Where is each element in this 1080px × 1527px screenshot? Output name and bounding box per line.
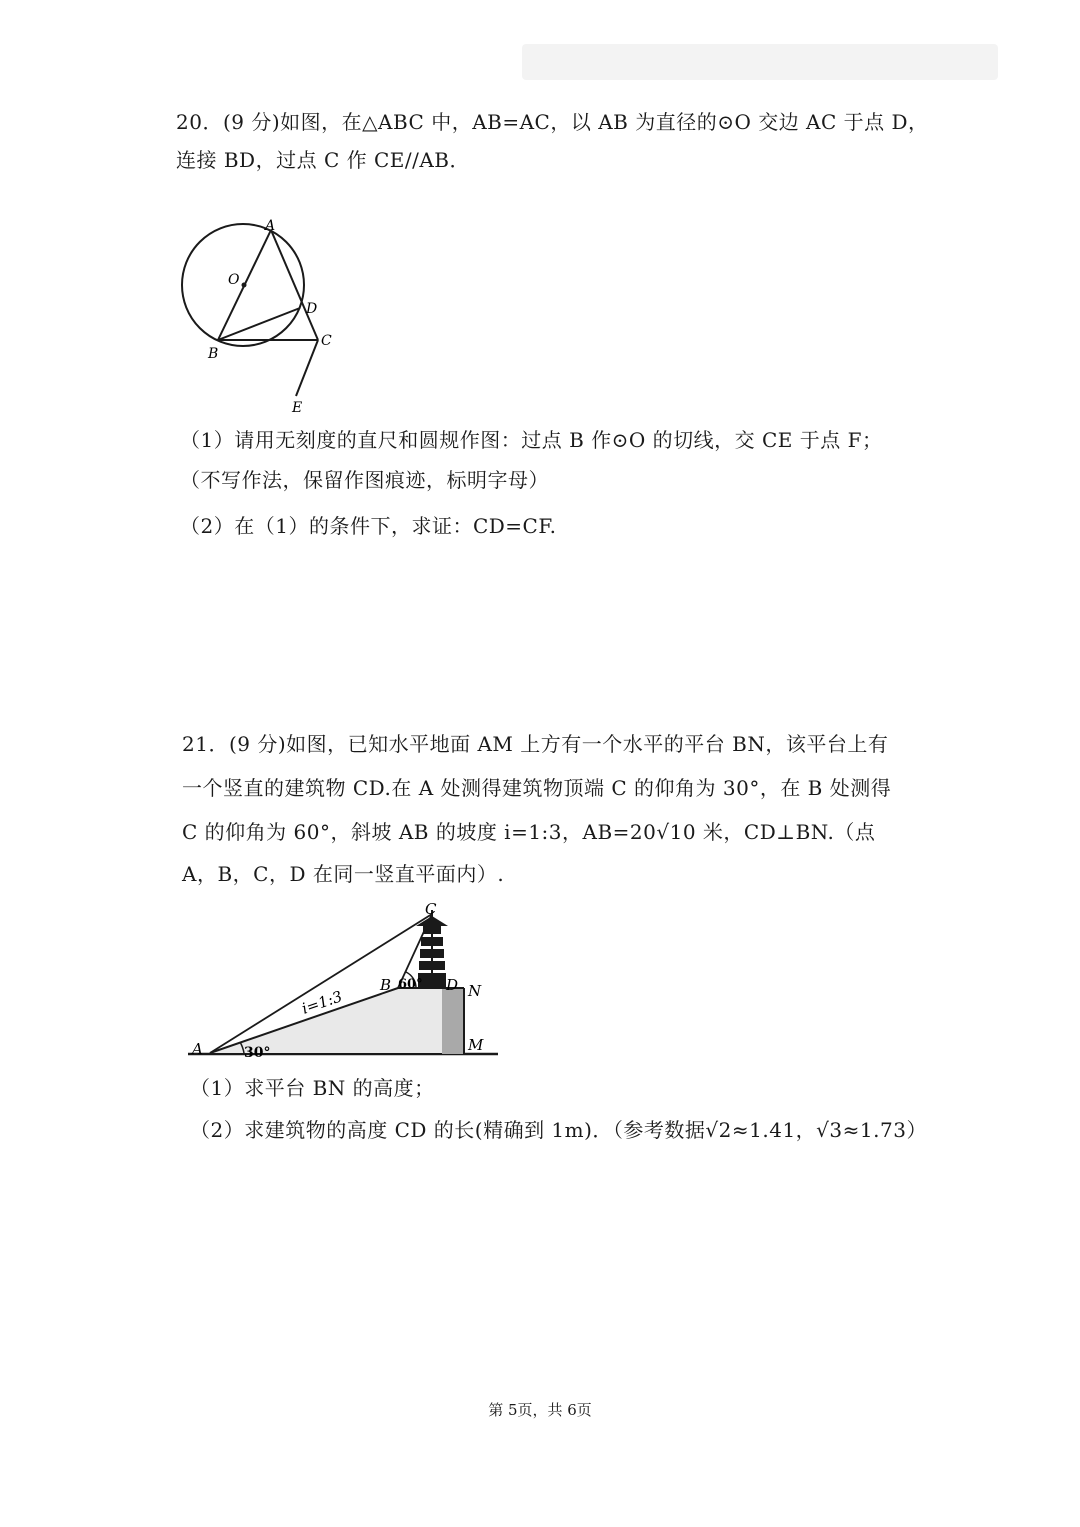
label-angle-30: 30° [244,1045,271,1061]
label-b: B [208,346,219,362]
q20-circle-figure [170,210,350,420]
label-n: N [468,982,482,1000]
label-b: B [380,976,392,994]
page-footer: 第 5页，共 6页 [488,1401,592,1419]
label-a: A [192,1040,203,1058]
q20-line1: 20．(9 分)如图，在△ABC 中，AB=AC，以 AB 为直径的⊙O 交边 AC 于点 D， [176,110,929,134]
platform-shaded-side [442,988,464,1054]
label-m: M [468,1036,484,1054]
label-c: C [321,333,332,349]
q21-line1: 21．(9 分)如图，已知水平地面 AM 上方有一个水平的平台 BN，该平台上有 [182,732,889,756]
label-d: D [306,301,318,317]
label-e: E [292,400,303,416]
q20-part1: （1）请用无刻度的直尺和圆规作图：过点 B 作⊙O 的切线，交 CE 于点 F； [180,428,883,452]
label-d: D [446,976,459,994]
label-angle-60: 60° [398,977,423,992]
q20-part1-note: （不写作法，保留作图痕迹，标明字母） [180,468,549,492]
q20-line2: 连接 BD，过点 C 作 CE//AB． [176,148,470,172]
label-a: A [265,218,276,234]
q21-part2: （2）求建筑物的高度 CD 的长(精确到 1m)．（参考数据√2≈1.41，√3≈1.73） [190,1118,927,1142]
center-o-dot [242,283,247,288]
q21-line3: C 的仰角为 60°，斜坡 AB 的坡度 i=1:3，AB=20√10 米，CD⊥BN.（点 [182,820,876,844]
ray-ce [296,340,318,396]
label-o: O [228,272,240,288]
q20-part2: （2）在（1）的条件下，求证：CD=CF. [180,514,557,538]
label-slope: i=1:3 [299,987,345,1018]
scan-smudge [522,44,998,80]
q21-line2: 一个竖直的建筑物 CD.在 A 处测得建筑物顶端 C 的仰角为 30°，在 B 处测得 [182,776,892,800]
q21-part1: （1）求平台 BN 的高度； [190,1076,435,1100]
label-c: C [425,900,437,918]
q21-pagoda-figure [180,896,510,1066]
q21-line4: A，B，C，D 在同一竖直平面内）. [182,862,505,886]
segment-ac [271,230,318,340]
